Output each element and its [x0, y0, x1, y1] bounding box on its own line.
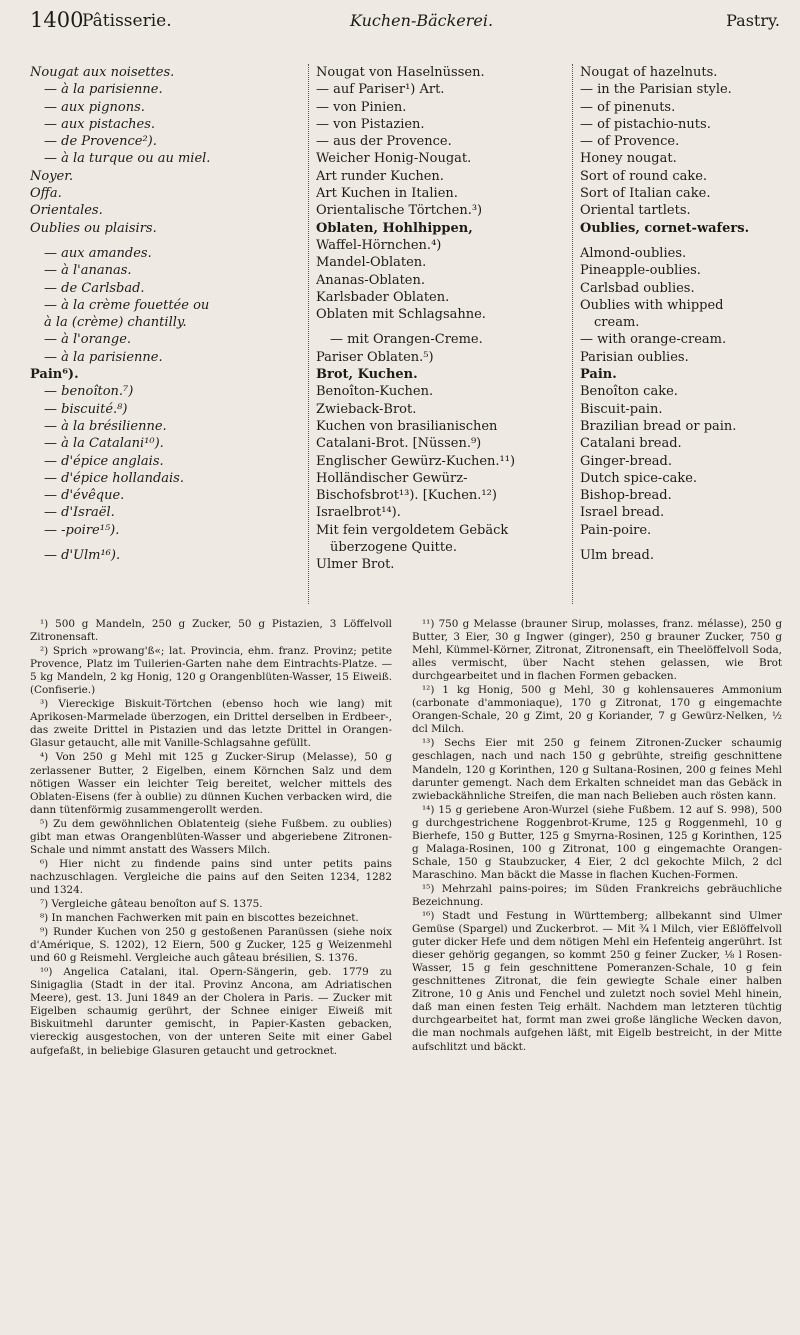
page-header: [30, 8, 780, 38]
entry-en: Pain-poire.: [580, 522, 652, 538]
entry-fr: — aux pignons.: [44, 99, 145, 115]
entry-fr: — aux amandes.: [44, 245, 152, 261]
entry-fr: Pain⁶).: [30, 367, 79, 383]
entry-fr: — d'épice anglais.: [44, 453, 164, 469]
footnote: ¹⁶) Stadt und Festung in Württemberg; allbekannt sind Ulmer Gemüse (Spargel) und Zuckerbrot. — Mit ¾ l Milch, vier Eßlöffelvoll guter dicker Hefe und dem nötigen Mehl ein Hefenteig angerührt. Ist dieser gehörig gegangen, so kommt 250 g feiner Zucker, ⅛ l Rosen-Wasser, 15 g fein geschnittene Pomeranzen-Schale, 10 g fein geschnittenes Zitronat, die fein gewiegte Schale einer halben Zitrone, 10 g Anis und Fenchel und zuletzt noch soviel Mehl hinein, daß man einen festen Teig erhält. Nachdem man letzteren tüchtig durchgearbeitet hat, formt man zwei große längliche Wecken davon, die man nochmals aufgehen läßt, mit Eigelb bestreicht, in der Mitte aufschlitzt und bäckt.: [412, 910, 782, 1053]
entry-fr: — à l'ananas.: [44, 263, 132, 279]
footnote: ¹²) 1 kg Honig, 500 g Mehl, 30 g kohlensaueres Ammonium (carbonate d'ammoniaque), 170 g Zitronat, 170 g eingemachte Orangen-Schale, 20 g Zimt, 20 g Koriander, 7 g Gewürz-Nelken, ½ dcl Milch.: [412, 684, 782, 736]
entry-fr: — aux pistaches.: [44, 116, 155, 132]
entry-fr: — à la brésilienne.: [44, 418, 167, 434]
header-title-french: Pâtisserie.: [82, 11, 172, 31]
entry-de: Nougat von Haselnüssen.: [316, 65, 485, 80]
entry-en: Biscuit-pain.: [580, 401, 663, 417]
entry-de: Bischofsbrot¹³). [Kuchen.¹²): [316, 488, 497, 504]
entry-fr: — de Provence²).: [44, 134, 157, 150]
footnote: ⁹) Runder Kuchen von 250 g gestoßenen Paranüssen (siehe noix d'Amérique, S. 1202), 12 Eiern, 500 g Zucker, 125 g Weizenmehl und 60 g Reismehl. Vergleiche auch gâteau brésilien, S. 1376.: [30, 926, 392, 965]
footnote: ¹) 500 g Mandeln, 250 g Zucker, 50 g Pistazien, 3 Löffelvoll Zitronensaft.: [30, 618, 392, 644]
entry-en: Catalani bread.: [580, 436, 682, 452]
entry-de: Weicher Honig-Nougat.: [316, 151, 472, 167]
footnote: ⁴) Von 250 g Mehl mit 125 g Zucker-Sirup (Melasse), 50 g zerlassener Butter, 2 Eigelben, einem Körnchen Salz und dem nötigen Wasser ein leichter Teig bereitet, welcher mittels des Oblaten-Eisens (fer à oublie) zu dünnen Kuchen verbacken wird, die dann tütenförmig zusammengerollt werden.: [30, 751, 392, 816]
entry-de: Zwieback-Brot.: [316, 401, 417, 417]
entry-fr: Noyer.: [30, 168, 74, 184]
entry-fr: Oublies ou plaisirs.: [30, 220, 157, 236]
entry-en: Parisian oublies.: [580, 349, 689, 365]
footnote: ⁶) Hier nicht zu findende pains sind unter petits pains nachzuschlagen. Vergleiche die pains auf den Seiten 1234, 1282 und 1324.: [30, 857, 392, 896]
entry-en: — of pistachio-nuts.: [580, 116, 711, 132]
header-title-german: Kuchen-Bäckerei.: [350, 11, 494, 30]
entry-en: — with orange-cream.: [580, 332, 727, 348]
entry-de: — mit Orangen-Creme.: [330, 332, 483, 348]
footnote: ¹⁴) 15 g geriebene Aron-Wurzel (siehe Fußbem. 12 auf S. 998), 500 g durchgestrichene Roggenbrot-Krume, 125 g Roggenmehl, 10 g Bierhefe, 150 g Butter, 125 g Smyrna-Rosinen, 125 g Korinthen, 125 g Malaga-Rosinen, 100 g Zitronat, 100 g eingemachte Orangen-Schale, 150 g Staubzucker, 4 Eier, 2 dcl gekochte Milch, 2 dcl Maraschino. Man bäckt die Masse in flachen Kuchen-Formen.: [412, 803, 782, 881]
entry-de: Kuchen von brasilianischen: [316, 418, 498, 434]
german-column: [316, 64, 566, 574]
entry-de: — von Pinien.: [316, 99, 407, 115]
footnote: ¹¹) 750 g Melasse (brauner Sirup, molasses, franz. mélasse), 250 g Butter, 3 Eier, 30 g Ingwer (ginger), 250 g brauner Zucker, 750 g Mehl, Kümmel-Körner, Zitronat, Zitronensaft, ein Theelöffelvoll Soda, alles vermischt, über Nacht stehen gelassen, wie Brot durchgearbeitet und in flachen Formen gebacken.: [412, 618, 782, 683]
footnotes-left: [30, 618, 392, 1059]
footnote: ⁸) In manchen Fachwerken mit pain en biscottes bezeichnet.: [40, 912, 359, 925]
entry-fr: — d'évêque.: [44, 488, 125, 504]
entry-en: Honey nougat.: [580, 151, 677, 167]
footnote: ¹⁰) Angelica Catalani, ital. Opern-Sängerin, geb. 1779 zu Sinigaglia (Stadt in der ital. Provinz Ancona, am Adriatischen Meere), gest. 13. Juni 1849 an der Cholera in Paris. — Zucker mit Eigelben schaumig gerührt, der Schnee einiger Eiweiß mit Biskuitmehl darunter gemischt, in Papier-Kasten gebacken, viereckig ausgestochen, von der unteren Seite mit einer Gabel aufgefaßt, in beliebige Glasuren getaucht und getrocknet.: [30, 966, 392, 1057]
entry-en: Carlsbad oublies.: [580, 280, 695, 296]
entry-en: — in the Parisian style.: [580, 82, 732, 98]
entry-de: Brot, Kuchen.: [316, 367, 418, 383]
entry-fr: — de Carlsbad.: [44, 280, 145, 296]
entry-de: Pariser Oblaten.⁵): [316, 349, 434, 365]
entry-en: Oriental tartlets.: [580, 203, 691, 219]
entry-de: Oblaten, Hohlhippen,: [316, 220, 473, 236]
entry-de: Karlsbader Oblaten.: [316, 289, 450, 305]
entry-de: Waffel-Hörnchen.⁴): [316, 237, 442, 253]
entry-fr: Offa.: [30, 186, 62, 202]
entry-fr: — à la turque ou au miel.: [44, 151, 211, 167]
entry-fr: — biscuité.⁸): [44, 401, 128, 417]
entry-de: Orientalische Törtchen.³): [316, 203, 483, 219]
footnote: ⁷) Vergleiche gâteau benoîton auf S. 1375.: [40, 897, 263, 910]
entry-de: Holländischer Gewürz-: [316, 470, 468, 486]
entry-fr: Nougat aux noisettes.: [30, 65, 175, 80]
entry-de: Israelbrot¹⁴).: [316, 505, 401, 521]
entry-fr: à la (crème) chantilly.: [44, 315, 187, 331]
entry-fr: — à la crème fouettée ou: [44, 297, 210, 313]
entry-en: Benoîton cake.: [580, 384, 678, 400]
entry-fr: Orientales.: [30, 203, 103, 219]
entry-en: Ginger-bread.: [580, 453, 672, 469]
entry-en: Pineapple-oublies.: [580, 263, 701, 279]
entry-de: Catalani-Brot. [Nüssen.⁹): [316, 436, 482, 452]
entry-de: Benoîton-Kuchen.: [316, 384, 434, 400]
entry-en: cream.: [594, 315, 640, 331]
footnote: ¹³) Sechs Eier mit 250 g feinem Zitronen-Zucker schaumig geschlagen, nach und nach 150 g gebrühte, streifig geschnittene Mandeln, 120 g Korinthen, 120 g Sultana-Rosinen, 200 g feines Mehl darunter gemengt. Nach dem Erkalten schneidet man das Gebäck in zwiebackähnliche Streifen, die man nach Belieben auch rösten kann.: [412, 737, 782, 802]
entry-en: Bishop-bread.: [580, 488, 672, 504]
entry-en: Oublies, cornet-wafers.: [580, 220, 750, 236]
entry-fr: — à la parisienne.: [44, 82, 163, 98]
entry-fr: — à la parisienne.: [44, 349, 163, 365]
entry-fr: — à l'orange.: [44, 332, 132, 348]
header-title-english: Pastry.: [726, 11, 780, 30]
entry-en: Ulm bread.: [580, 548, 655, 564]
entry-de: — aus der Provence.: [316, 134, 452, 150]
entry-de: Oblaten mit Schlagsahne.: [316, 307, 486, 323]
footnote: ²) Sprich »prowang'ß«; lat. Provincia, ehm. franz. Provinz; petite Provence, Platz im Tuilerien-Garten nahe dem Eintrachts-Platze. — 5 kg Mandeln, 2 kg Honig, 120 g Orangenblüten-Wasser, 15 Eiweiß. (Confiserie.): [30, 645, 392, 697]
entry-en: — of pinenuts.: [580, 99, 676, 115]
entry-fr: — d'épice hollandais.: [44, 470, 184, 486]
entry-en: Dutch spice-cake.: [580, 470, 698, 486]
french-column: [30, 64, 300, 564]
entry-en: Sort of round cake.: [580, 168, 708, 184]
english-column: [580, 64, 790, 564]
footnotes-right: [412, 618, 782, 1055]
entry-de: Ulmer Brot.: [316, 557, 395, 573]
entry-en: Israel bread.: [580, 505, 665, 521]
entry-fr: — -poire¹⁵).: [44, 522, 120, 538]
entry-de: — von Pistazien.: [316, 116, 425, 132]
entry-de: Art runder Kuchen.: [316, 168, 444, 184]
entry-fr: — d'Ulm¹⁶).: [44, 548, 121, 564]
entry-de: Ananas-Oblaten.: [316, 272, 426, 288]
entry-de: Mandel-Oblaten.: [316, 255, 427, 271]
footnote: ⁵) Zu dem gewöhnlichen Oblatenteig (siehe Fußbem. zu oublies) gibt man etwas Orangenblüten-Wasser und abgeriebene Zitronen-Schale und nimmt anstatt des Wassers Milch.: [30, 817, 392, 856]
entry-de: — auf Pariser¹) Art.: [316, 82, 445, 98]
entry-en: Oublies with whipped: [580, 297, 724, 313]
entry-de: Mit fein vergoldetem Gebäck: [316, 522, 509, 538]
entry-en: — of Provence.: [580, 134, 680, 150]
page-number: 1400: [30, 8, 84, 32]
entry-en: Almond-oublies.: [580, 245, 687, 261]
entry-en: Brazilian bread or pain.: [580, 418, 737, 434]
entry-en: Sort of Italian cake.: [580, 186, 711, 202]
entry-en: Nougat of hazelnuts.: [580, 65, 718, 80]
entry-fr: — à la Catalani¹⁰).: [44, 436, 164, 452]
entry-fr: — benoîton.⁷): [44, 384, 134, 400]
footnote: ³) Viereckige Biskuit-Törtchen (ebenso hoch wie lang) mit Aprikosen-Marmelade überzogen, ein Drittel derselben in Erdbeer-, das zweite Drittel in Pistazien und das letzte Drittel in Orangen-Glasur getaucht, alle mit Vanille-Schlagsahne gefüllt.: [30, 698, 392, 750]
footnote: ¹⁵) Mehrzahl pains-poires; im Süden Frankreichs gebräuchliche Bezeichnung.: [412, 882, 782, 908]
entry-en: Pain.: [580, 367, 617, 383]
entry-fr: — d'Israël.: [44, 505, 115, 521]
entry-de: Englischer Gewürz-Kuchen.¹¹): [316, 453, 516, 469]
entry-de: Art Kuchen in Italien.: [316, 186, 458, 202]
entry-de: überzogene Quitte.: [330, 540, 457, 556]
